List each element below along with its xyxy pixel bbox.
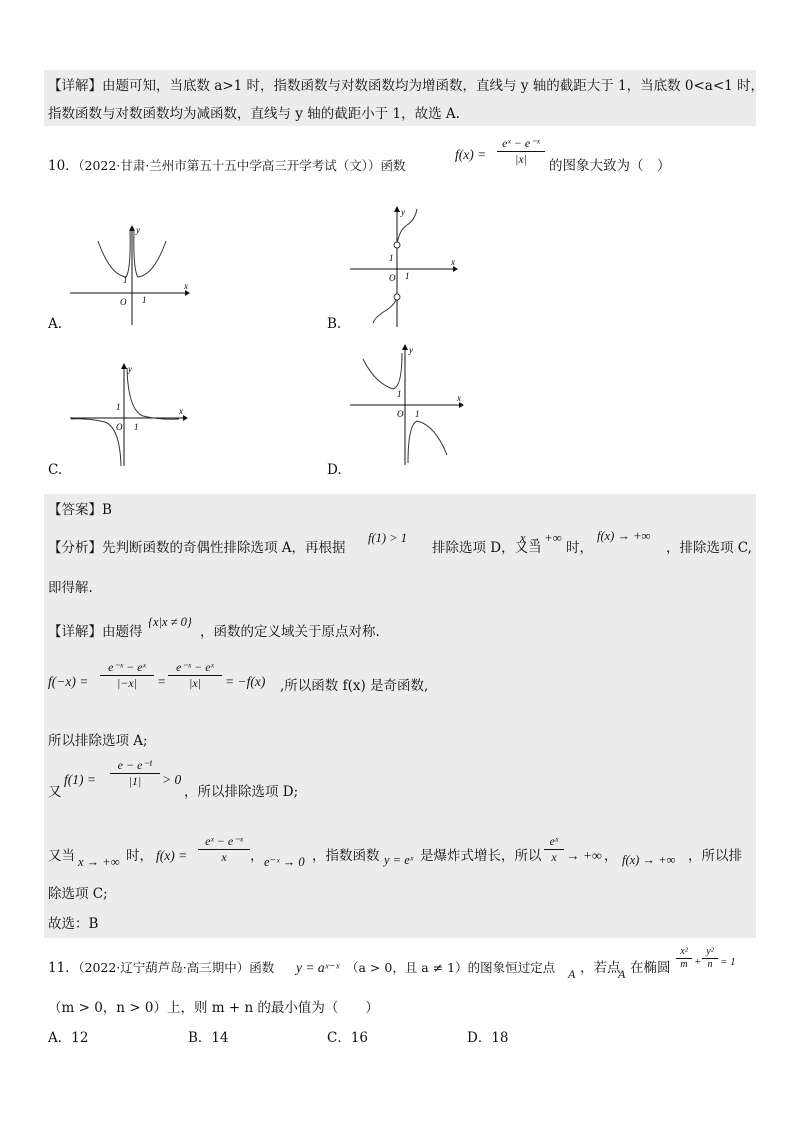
lim-a: 又当 <box>48 848 75 864</box>
ellipse-eq: = 1 <box>720 956 736 968</box>
q11-point-a: A <box>568 967 576 981</box>
graph-b <box>345 205 460 330</box>
lim-frac2 <box>544 834 564 865</box>
analysis-d: ，排除选项 C, <box>666 540 752 556</box>
lim-e: e⁻ˣ → 0 <box>264 855 305 869</box>
analysis-a: 【分析】先判断函数的奇偶性排除选项 A，再根据 <box>48 540 346 556</box>
graph-b-x: x <box>451 257 455 267</box>
q11-func: y = aˣ⁻ˣ <box>296 960 340 975</box>
q11-text-b: ，若点 <box>580 960 621 976</box>
ellipse-frac1 <box>676 946 692 971</box>
q11-text-c: 在椭圆 <box>630 960 671 976</box>
lim-f: f(x) = <box>156 848 188 863</box>
analysis-line2: 即得解. <box>48 580 93 596</box>
prev-detail-line1: 【详解】由题可知，当底数 a>1 时，指数函数与对数函数均为增函数，直线与 y 轴的截距大于 1，当底数 0<a<1 时， <box>48 78 765 94</box>
graph-c <box>65 362 190 470</box>
graph-d-one-x: 1 <box>415 409 420 419</box>
q10-number: 10． <box>48 158 79 174</box>
q11-number: 11． <box>48 960 79 976</box>
lim-frac-den: x <box>221 850 227 864</box>
you: 又 <box>48 784 62 800</box>
lim-frac-num: eˣ − e⁻ˣ <box>198 834 250 850</box>
graph-a-y: y <box>136 225 140 235</box>
q10-fraction-num: eˣ − e⁻ˣ <box>497 136 545 152</box>
lim-e2: ， <box>604 848 618 864</box>
q11-point-a2: A <box>618 967 626 981</box>
graph-c-x: x <box>179 406 183 416</box>
option-d-label: D. <box>327 462 342 478</box>
ellipse-frac2-num: y² <box>702 946 718 959</box>
odd-rhs: = −f(x) <box>225 674 266 689</box>
graph-b-o: O <box>389 273 396 283</box>
exclude-d: ，所以排除选项 D; <box>184 784 299 800</box>
lim-to: → +∞ <box>566 848 602 863</box>
lim-d: 是爆炸式增长，所以 <box>420 848 542 864</box>
q10-fraction-den: |x| <box>515 152 527 166</box>
ellipse-frac2 <box>702 946 718 971</box>
odd-lhs: f(−x) = <box>48 674 89 689</box>
graph-b-one-y: 1 <box>389 253 394 263</box>
graph-d-x: x <box>457 393 461 403</box>
q11-text-a: （2022·辽宁葫芦岛·高三期中）函数 <box>72 960 275 975</box>
odd-eq: = <box>157 674 167 689</box>
q11-cond: （a > 0，且 a ≠ 1）的图象恒过定点 <box>346 960 556 975</box>
q10-source: （2022·甘肃·兰州市第五十五中学高三开学考试（文））函数 <box>72 158 406 173</box>
graph-a-x: x <box>184 281 188 291</box>
answer: 【答案】B <box>48 502 112 518</box>
ellipse-plus: + <box>694 956 702 968</box>
f1-frac-den: |1| <box>128 774 142 788</box>
q11-option-b: B．14 <box>188 1030 229 1046</box>
q10-tail: 的图象大致为（ ） <box>549 158 671 174</box>
odd-frac1-num: e⁻ˣ − eˣ <box>100 660 154 676</box>
lim-y: y = eˣ <box>384 853 414 867</box>
odd-frac1 <box>100 660 154 691</box>
f1-rhs: > 0 <box>162 772 182 787</box>
exclude-a: 所以排除选项 A; <box>48 733 148 749</box>
lim-fx: f(x) → +∞ <box>622 853 676 867</box>
q11-option-d: D．18 <box>467 1030 509 1046</box>
analysis-c: 时， <box>566 540 593 556</box>
graph-c-one-y: 1 <box>116 402 121 412</box>
graph-d-y: y <box>409 345 413 355</box>
analysis-b: 排除选项 D，又当 <box>432 540 542 556</box>
graph-a-o: O <box>120 297 127 307</box>
graph-c-o: O <box>116 422 123 432</box>
analysis-fx: f(x) → +∞ <box>597 529 651 543</box>
lim-x: x → +∞ <box>78 855 120 869</box>
lim-frac <box>198 834 250 865</box>
q11-option-c: C．16 <box>327 1030 369 1046</box>
option-a-label: A. <box>48 316 63 332</box>
f1-frac <box>110 758 160 789</box>
graph-b-one-x: 1 <box>405 271 410 281</box>
odd-tail: ,所以函数 f(x) 是奇函数, <box>280 678 429 694</box>
ellipse-frac1-den: m <box>680 959 688 970</box>
q11-option-a: A．12 <box>48 1030 89 1046</box>
graph-a-one-y: 1 <box>123 275 128 285</box>
graph-d-o: O <box>397 409 404 419</box>
detail-b: ，函数的定义域关于原点对称. <box>200 624 380 640</box>
lim-f2: ，所以排 <box>688 848 742 864</box>
prev-detail-line2: 指数函数与对数函数均为减函数，直线与 y 轴的截距小于 1，故选 A. <box>48 106 460 122</box>
analysis-f1: f(1) > 1 <box>368 531 407 545</box>
lim-frac2-num: eˣ <box>544 834 564 850</box>
ellipse-frac1-num: x² <box>676 946 692 959</box>
q10-fraction <box>497 136 545 167</box>
lim-frac2-den: x <box>551 850 557 864</box>
graph-d-one-y: 1 <box>397 389 402 399</box>
ellipse-frac2-den: n <box>707 959 713 970</box>
odd-frac2-num: e⁻ˣ − eˣ <box>168 660 222 676</box>
choose: 故选：B <box>48 916 99 932</box>
odd-frac2 <box>168 660 222 691</box>
analysis-x: x → +∞ <box>520 531 562 545</box>
odd-frac1-den: |−x| <box>116 676 138 690</box>
option-c-label: C. <box>48 462 63 478</box>
detail-a: 【详解】由题得 <box>48 624 143 640</box>
lim-comma: ， <box>250 848 264 864</box>
graph-d <box>345 343 467 468</box>
detail-set: {x|x ≠ 0} <box>148 615 192 629</box>
graph-c-one-x: 1 <box>134 422 139 432</box>
exclude-c: 除选项 C; <box>48 886 108 902</box>
graph-c-y: y <box>128 364 132 374</box>
f1-frac-num: e − e⁻¹ <box>110 758 160 774</box>
graph-b-y: y <box>401 207 405 217</box>
q11-line2: （m > 0，n > 0）上，则 m + n 的最小值为（ ） <box>48 1000 379 1016</box>
q10-solution-block <box>44 494 756 938</box>
odd-frac2-den: |x| <box>189 676 201 690</box>
f1-lhs: f(1) = <box>64 772 96 787</box>
graph-a-one-x: 1 <box>142 295 147 305</box>
option-b-label: B. <box>327 316 342 332</box>
q10-fx: f(x) = <box>455 147 487 162</box>
lim-c: ，指数函数 <box>312 848 380 864</box>
lim-b: 时， <box>126 848 153 864</box>
graph-a <box>60 225 190 330</box>
